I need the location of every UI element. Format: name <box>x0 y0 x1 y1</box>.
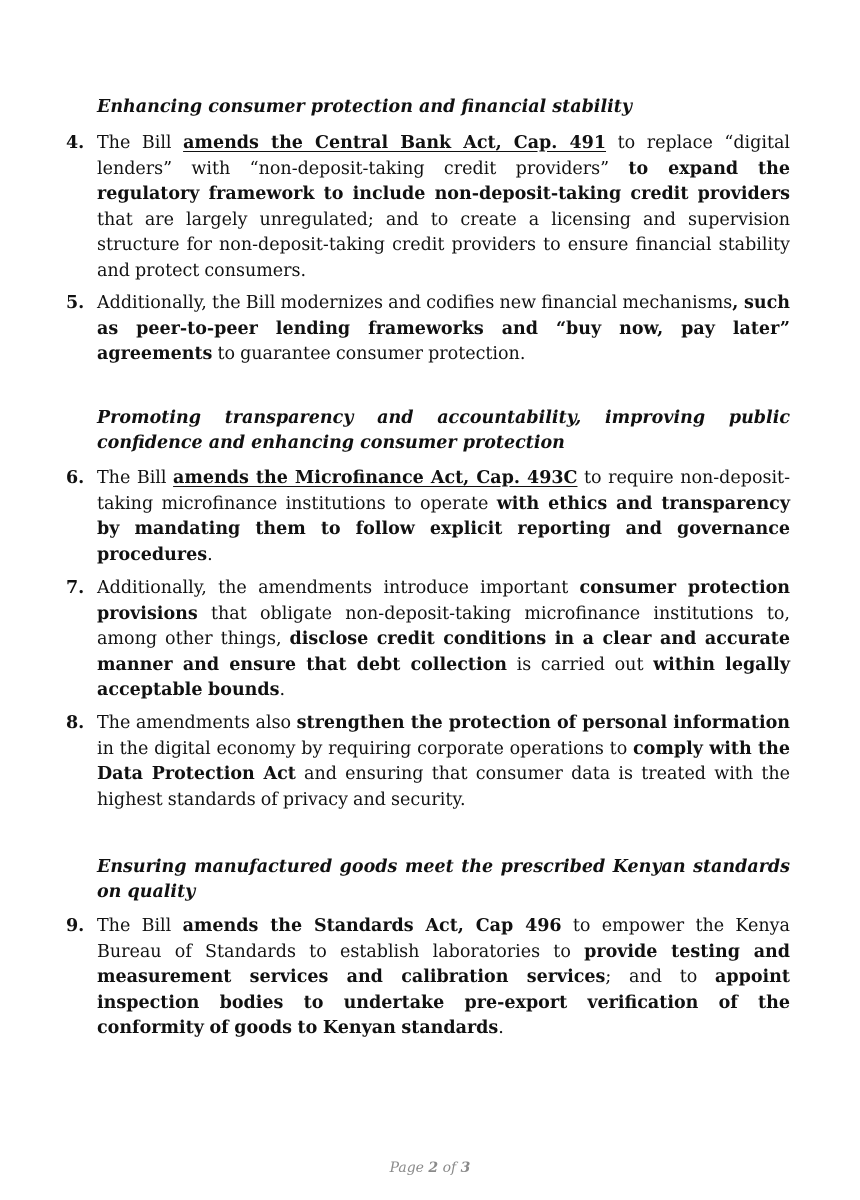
list-item-8 <box>60 711 790 813</box>
item-text: Additionally, the amendments introduce important consumer protection provisions that obligate non-deposit-taking microfinance institutions to, among other things, disclose credit conditions in a clear and accurate manner and ensure that debt collection is carried out within legally acceptable bounds. <box>97 578 790 700</box>
item-text: The Bill amends the Microfinance Act, Cap. 493C to require non-deposit-taking microfinance institutions to operate with ethics and transparency by mandating them to follow explicit reporting and governance procedures. <box>97 468 791 565</box>
item-text: Additionally, the Bill modernizes and codifies new financial mechanisms, such as peer-to-peer lending frameworks and “buy now, pay later” agreements to guarantee consumer protection. <box>97 293 791 364</box>
total-page-number: 3 <box>460 1160 471 1176</box>
act-reference: amends the Microfinance Act, Cap. 493C <box>173 468 578 488</box>
item-number: 7. <box>66 578 85 598</box>
section-heading-standards <box>97 855 790 905</box>
item-number: 6. <box>66 468 85 488</box>
heading-text: Enhancing consumer protection and financial stability <box>97 97 633 117</box>
list-item-5 <box>60 291 790 368</box>
item-text: The Bill amends the Central Bank Act, Cap. 491 to replace “digital lenders” with “non-deposit-taking credit providers” to expand the regulatory framework to include non-deposit-taking credit providers that are largely unregulated; and to create a licensing and supervision structure for non-deposit-taking credit providers to ensure financial stability and protect consumers. <box>97 133 791 281</box>
heading-text: Ensuring manufactured goods meet the prescribed Kenyan standards on quality <box>97 857 790 902</box>
item-number: 4. <box>66 133 85 153</box>
item-text: The amendments also strengthen the protection of personal information in the digital economy by requiring corporate operations to comply with the Data Protection Act and ensuring that consumer data is treated with the highest standards of privacy and security. <box>97 713 790 810</box>
act-reference: amends the Central Bank Act, Cap. 491 <box>183 133 607 153</box>
item-number: 5. <box>66 293 85 313</box>
list-item-6 <box>60 466 790 568</box>
heading-text: Promoting transparency and accountability, improving public confidence and enhancing consumer protection <box>97 408 790 453</box>
list-item-4 <box>60 131 790 284</box>
list-item-7 <box>60 576 790 704</box>
item-text: The Bill amends the Standards Act, Cap 496 to empower the Kenya Bureau of Standards to establish laboratories to provide testing and measurement services and calibration services; and to appoint inspection bodies to undertake pre-export verification of the conformity of goods to Kenyan standards. <box>97 916 790 1038</box>
section-heading-transparency <box>97 406 790 456</box>
item-number: 9. <box>66 916 85 936</box>
list-item-9 <box>60 914 790 1042</box>
current-page-number: 2 <box>428 1160 439 1176</box>
page-footer: Page 2 of 3 <box>389 1160 471 1176</box>
section-heading-consumer-protection <box>97 95 790 120</box>
item-number: 8. <box>66 713 85 733</box>
